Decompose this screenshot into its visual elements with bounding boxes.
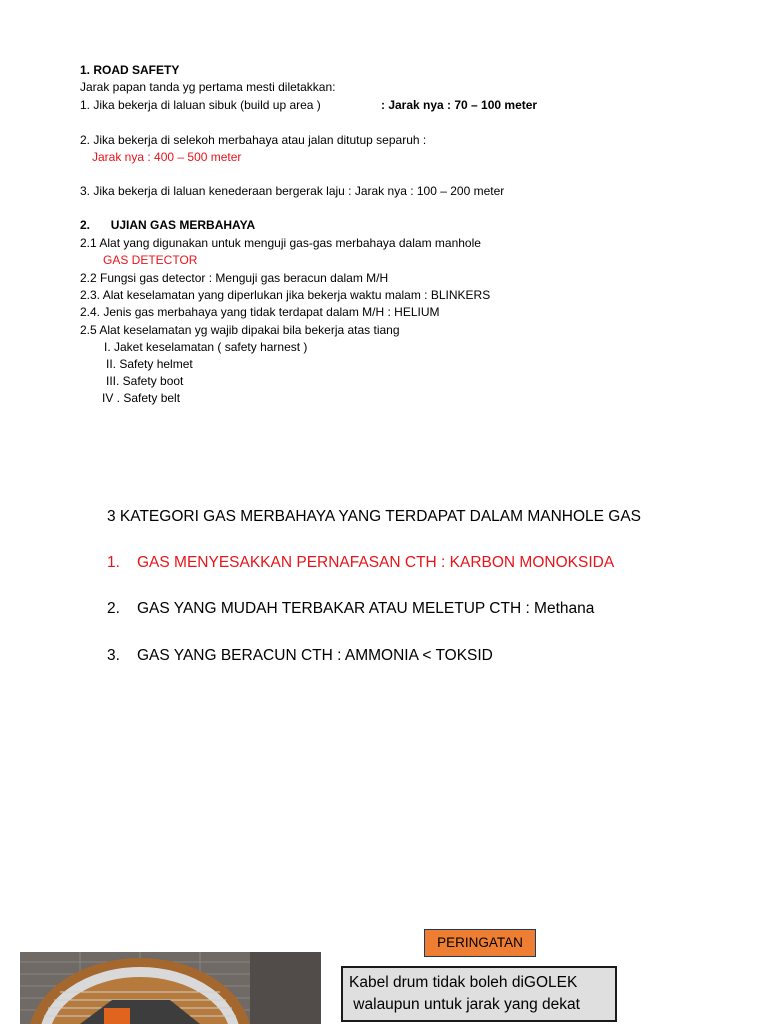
road-safety-heading: 1. ROAD SAFETY	[80, 63, 180, 77]
category-item	[107, 599, 594, 619]
gas-test-heading-num: 2.	[80, 218, 91, 232]
road-safety-item-1-value: : Jarak nya : 70 – 100 meter	[381, 98, 538, 112]
category-text: GAS MENYESAKKAN PERNAFASAN CTH : KARBON MONOKSIDA	[137, 554, 615, 571]
category-num: 3.	[107, 647, 120, 664]
category-text: GAS YANG MUDAH TERBAKAR ATAU MELETUP CTH : Methana	[137, 600, 595, 617]
road-safety-item-2-value: Jarak nya : 400 – 500 meter	[92, 150, 242, 164]
category-text: GAS YANG BERACUN CTH : AMMONIA < TOKSID	[137, 647, 493, 664]
category-num: 2.	[107, 600, 120, 617]
gas-test-heading-text: UJIAN GAS MERBAHAYA	[110, 218, 256, 232]
road-safety-intro: Jarak papan tanda yg pertama mesti diletakkan:	[80, 80, 336, 94]
equipment-item: II. Safety helmet	[106, 357, 193, 371]
road-safety-item-3: 3. Jika bekerja di laluan kenederaan bergerak laju : Jarak nya : 100 – 200 meter	[80, 184, 505, 198]
gas-test-q23: 2.3. Alat keselamatan yang diperlukan jika bekerja waktu malam : BLINKERS	[80, 288, 491, 302]
gas-test-heading	[80, 218, 255, 233]
equipment-item: IV . Safety belt	[102, 391, 181, 405]
gas-test-q25: 2.5 Alat keselamatan yg wajib dipakai bila bekerja atas tiang	[80, 323, 400, 337]
cable-drum-photo	[20, 952, 321, 1024]
category-num: 1.	[107, 554, 120, 571]
equipment-item: I. Jaket keselamatan ( safety harnest )	[104, 340, 308, 354]
categories-title: 3 KATEGORI GAS MERBAHAYA YANG TERDAPAT DALAM MANHOLE GAS	[107, 508, 642, 525]
road-safety-item-1: 1. Jika bekerja di laluan sibuk (build up area )	[80, 98, 321, 112]
gas-test-q21: 2.1 Alat yang digunakan untuk menguji gas-gas merbahaya dalam manhole	[80, 236, 481, 250]
warning-line-2: walaupun untuk jarak yang dekat	[349, 996, 580, 1013]
category-item	[107, 553, 614, 573]
gas-test-q24: 2.4. Jenis gas merbahaya yang tidak terdapat dalam M/H : HELIUM	[80, 305, 440, 319]
road-safety-item-2: 2. Jika bekerja di selekoh merbahaya atau jalan ditutup separuh :	[80, 133, 427, 147]
gas-test-q22: 2.2 Fungsi gas detector : Menguji gas beracun dalam M/H	[80, 271, 389, 285]
warning-line-1: Kabel drum tidak boleh diGOLEK	[349, 974, 578, 991]
equipment-item: III. Safety boot	[106, 374, 184, 388]
warning-box	[341, 966, 617, 1022]
gas-test-a21: GAS DETECTOR	[103, 253, 198, 267]
category-item	[107, 646, 493, 666]
warning-badge: PERINGATAN	[424, 929, 536, 957]
